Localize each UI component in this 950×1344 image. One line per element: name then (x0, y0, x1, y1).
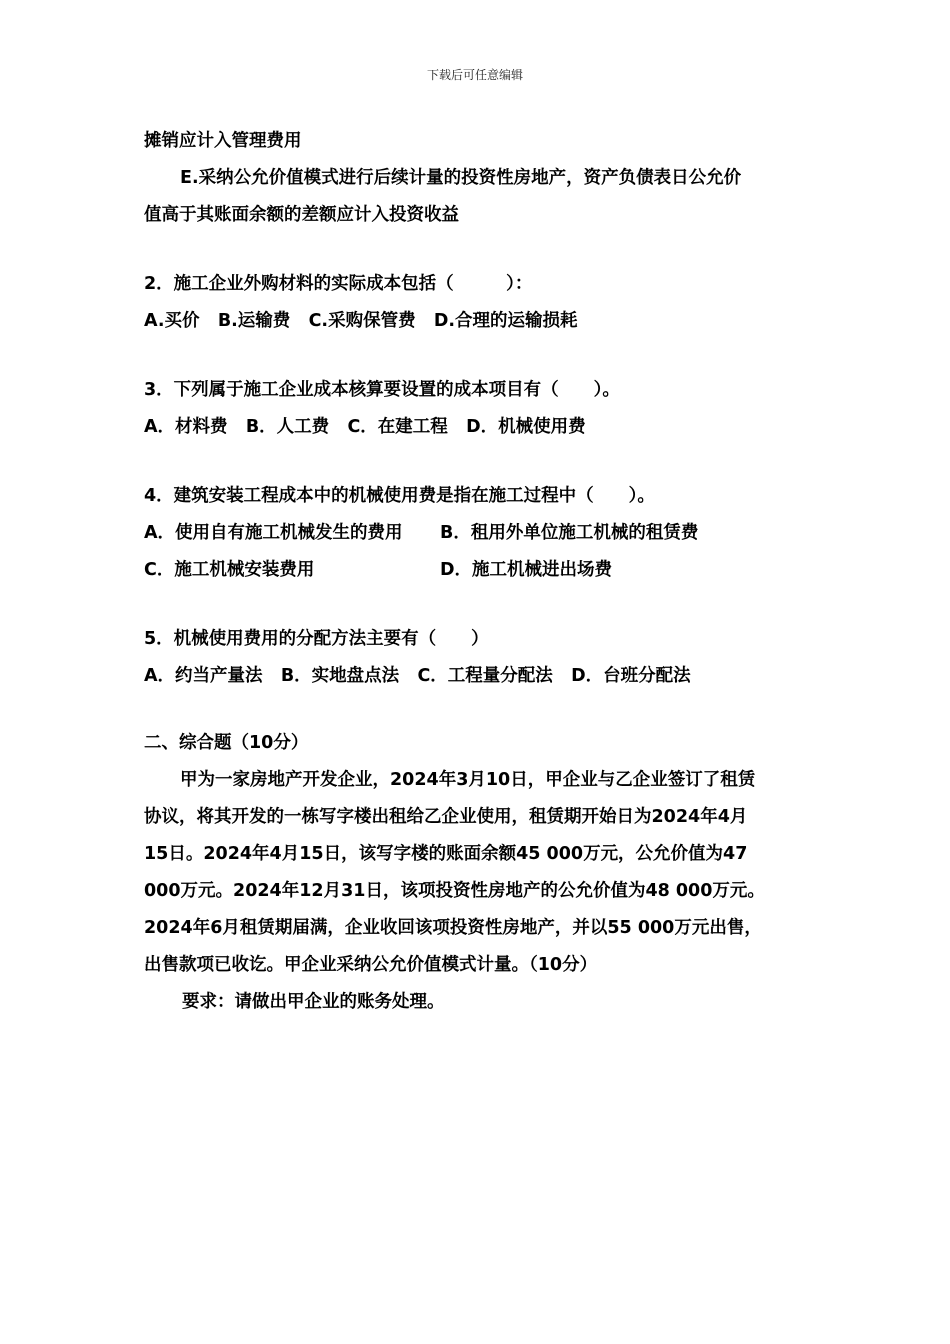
q5-option-a: A．约当产量法 (144, 666, 263, 686)
section-2-paragraph-line-1: 甲为一家房地产开发企业，2024年3月10日，甲企业与乙企业签订了租赁 (180, 770, 756, 790)
section-2-title: 二、综合题（10分） (144, 733, 309, 753)
page-header: 下载后可任意编辑 (426, 68, 523, 82)
option-e-line: E.采纳公允价值模式进行后续计量的投资性房地产，资产负债表日公允价 (180, 168, 742, 188)
question-3-options (144, 409, 834, 446)
section-2-paragraph-line-4: 000万元。2024年12月31日，该项投资性房地产的公允价值为48 000万元。 (144, 881, 765, 901)
section-2-requirement: 要求：请做出甲企业的账务处理。 (182, 992, 445, 1012)
question-4-options-row-2 (144, 552, 834, 589)
question-2-stem: 2．施工企业外购材料的实际成本包括（ ）： (144, 274, 533, 294)
q2-option-c: C.采购保管费 (308, 311, 416, 331)
section-2-paragraph-line-6: 出售款项已收讫。甲企业采纳公允价值模式计量。（10分） (144, 955, 598, 975)
q4-option-d: D．施工机械进出场费 (440, 560, 613, 580)
question-5-stem: 5．机械使用费用的分配方法主要有（ ） (144, 629, 489, 649)
section-2-paragraph-line-2: 协议，将其开发的一栋写字楼出租给乙企业使用，租赁期开始日为2024年4月 (144, 807, 748, 827)
section-2-paragraph-line-3: 15日。2024年4月15日，该写字楼的账面余额45 000万元，公允价值为47 (144, 844, 748, 864)
q5-option-d: D．台班分配法 (571, 666, 691, 686)
question-4-stem: 4．建筑安装工程成本中的机械使用费是指在施工过程中（ ）。 (144, 486, 655, 506)
q2-option-d: D.合理的运输损耗 (433, 311, 578, 331)
option-e-continuation: 值高于其账面余额的差额应计入投资收益 (144, 205, 459, 225)
question-5-options (144, 658, 834, 695)
q4-option-c: C．施工机械安装费用 (144, 560, 315, 580)
q5-option-c: C．工程量分配法 (417, 666, 553, 686)
q2-option-b: B.运输费 (217, 311, 291, 331)
q2-option-a: A.买价 (144, 311, 200, 331)
q3-option-d: D．机械使用费 (466, 417, 586, 437)
document-body (144, 123, 834, 1021)
section-2-paragraph-line-5: 2024年6月租赁期届满，企业收回该项投资性房地产，并以55 000万元出售， (144, 918, 762, 938)
q3-option-c: C．在建工程 (347, 417, 448, 437)
q3-option-b: B．人工费 (245, 417, 330, 437)
intro-line: 摊销应计入管理费用 (144, 131, 302, 151)
question-2-options (144, 303, 834, 340)
question-3-stem: 3．下列属于施工企业成本核算要设置的成本项目有（ ）。 (144, 380, 620, 400)
q4-option-b: B．租用外单位施工机械的租赁费 (440, 523, 699, 543)
q4-option-a: A．使用自有施工机械发生的费用 (144, 523, 403, 543)
q3-option-a: A．材料费 (144, 417, 228, 437)
question-4-options-row-1 (144, 515, 834, 552)
q5-option-b: B．实地盘点法 (280, 666, 400, 686)
